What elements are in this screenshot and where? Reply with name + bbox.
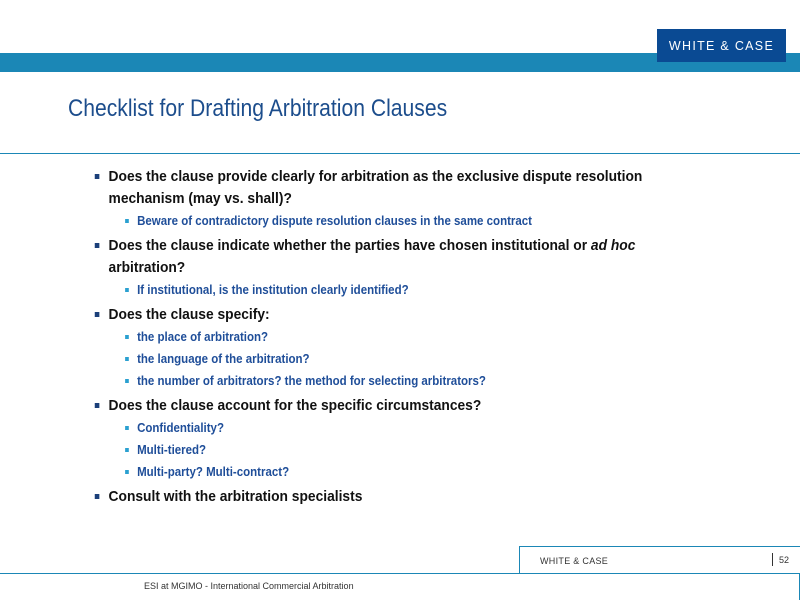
checklist-item-italic-text: ad hoc [590, 237, 636, 254]
checklist-item-text-end: arbitration? [108, 259, 186, 276]
checklist [92, 163, 702, 508]
checklist-subitem-text: Multi-party? Multi-contract? [137, 465, 290, 479]
checklist-item [92, 395, 697, 417]
square-bullet-icon [125, 219, 129, 223]
checklist-subitem-text: the place of arbitration? [137, 330, 269, 344]
square-bullet-icon [125, 288, 129, 292]
checklist-subitem-text: Confidentiality? [137, 421, 224, 435]
checklist-item [92, 235, 697, 279]
checklist-subitem-text: Beware of contradictory dispute resolution clauses in the same contract [137, 214, 533, 228]
logo-text: WHITE & CASE [668, 38, 775, 53]
checklist-item-text: Consult with the arbitration specialists [108, 488, 363, 505]
checklist-item [92, 166, 697, 210]
square-bullet-icon [125, 357, 129, 361]
page-number: 52 [779, 555, 790, 565]
checklist-subitem [92, 279, 726, 301]
square-bullet-icon [95, 243, 100, 248]
square-bullet-icon [95, 494, 100, 499]
checklist-subitem-text: If institutional, is the institution clearly identified? [137, 283, 409, 297]
footer-course-box [0, 573, 800, 600]
checklist-item [92, 304, 697, 326]
checklist-subitem [92, 348, 726, 370]
checklist-item-text: Does the clause provide clearly for arbitration as the exclusive dispute resolution mechanism (may vs. shall)? [108, 168, 643, 207]
checklist-subitem [92, 370, 726, 392]
checklist-item-text: Does the clause specify: [108, 306, 270, 323]
checklist-item [92, 486, 697, 508]
square-bullet-icon [125, 470, 129, 474]
checklist-subitem-text: the language of the arbitration? [137, 352, 310, 366]
checklist-subitem [92, 461, 726, 483]
slide-title: Checklist for Drafting Arbitration Clauses [68, 95, 448, 122]
checklist-subitem [92, 417, 726, 439]
square-bullet-icon [125, 448, 129, 452]
checklist-subitem [92, 326, 726, 348]
square-bullet-icon [95, 403, 100, 408]
checklist-item-text: Does the clause account for the specific circumstances? [108, 397, 482, 414]
checklist-subitem [92, 210, 726, 232]
square-bullet-icon [95, 174, 100, 179]
title-divider [0, 153, 800, 154]
square-bullet-icon [125, 426, 129, 430]
checklist-subitem-text: Multi-tiered? [137, 443, 207, 457]
footer-divider [772, 553, 773, 566]
checklist-subitem-text: the number of arbitrators? the method for selecting arbitrators? [137, 374, 486, 388]
white-case-logo [657, 29, 786, 62]
footer-brand: WHITE & CASE [540, 556, 609, 566]
square-bullet-icon [125, 335, 129, 339]
square-bullet-icon [125, 379, 129, 383]
checklist-subitem [92, 439, 726, 461]
footer-course-text: ESI at MGIMO - International Commercial Arbitration [144, 581, 354, 591]
checklist-item-text: Does the clause indicate whether the parties have chosen institutional or [108, 237, 591, 254]
square-bullet-icon [95, 312, 100, 317]
